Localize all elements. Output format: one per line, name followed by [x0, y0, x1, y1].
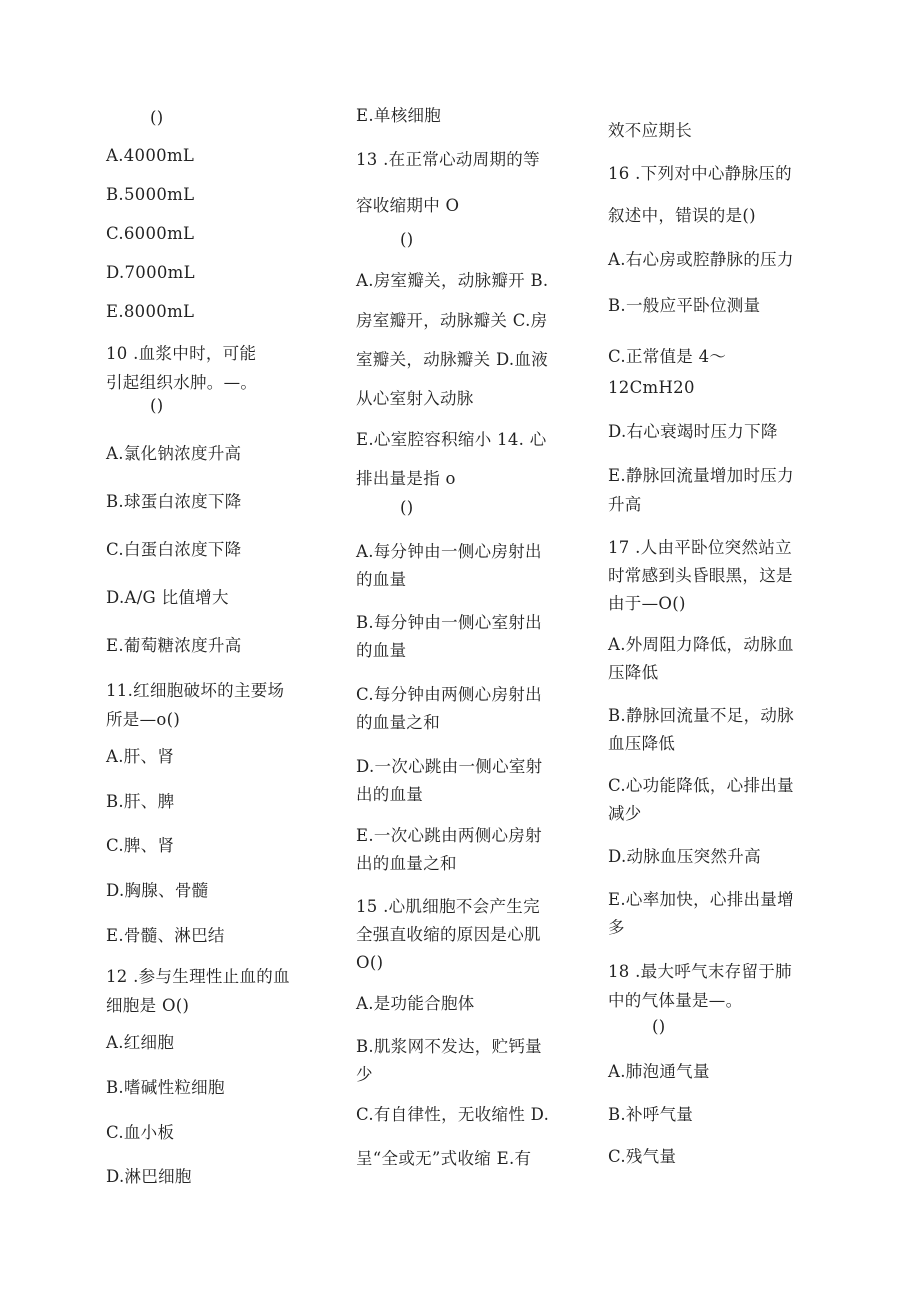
option-d: D.A/G 比值增大: [106, 588, 229, 607]
option-b-cont: 的血量: [356, 641, 407, 660]
option-e: E.8000mL: [106, 302, 195, 321]
option-a: A.肺泡通气量: [608, 1062, 710, 1081]
question-15-cont: 全强直收缩的原因是心肌: [356, 925, 541, 944]
answer-blank: (): [150, 396, 164, 415]
question-13-cont: 容收缩期中 O: [356, 196, 460, 215]
option-e: E.骨髓、淋巴结: [106, 926, 225, 945]
option-c: C.白蛋白浓度下降: [106, 540, 242, 559]
option-e: E.静脉回流量增加时压力: [608, 466, 794, 485]
option-c: C.脾、肾: [106, 836, 175, 855]
option-a: A.右心房或腔静脉的压力: [608, 250, 794, 269]
question-10-cont: 引起组织水肿。—。: [106, 373, 258, 392]
option-e-cont: 多: [608, 918, 625, 937]
option-a: A.房室瓣关，动脉瓣开 B.: [356, 271, 549, 290]
option-c: C.有自律性，无收缩性 D.: [356, 1105, 550, 1124]
option-d: D.一次心跳由一侧心室射: [356, 757, 543, 776]
option-b: B.肝、脾: [106, 792, 175, 811]
option-d: D.胸腺、骨髓: [106, 881, 209, 900]
option-a-cont: 压降低: [608, 663, 659, 682]
option-d: 呈“全或无”式收缩 E.有: [356, 1149, 532, 1168]
option-b: B.5000mL: [106, 185, 195, 204]
answer-blank: (): [400, 230, 414, 249]
option-c: C.血小板: [106, 1123, 175, 1142]
option-e-cont: 出的血量之和: [356, 854, 457, 873]
option-c-cont: 减少: [608, 804, 642, 823]
option-c: C.残气量: [608, 1147, 677, 1166]
question-14-cont: 排出量是指 o: [356, 469, 456, 488]
option-b: 房室瓣开，动脉瓣关 C.房: [356, 311, 548, 330]
option-b: B.补呼气量: [608, 1105, 694, 1124]
option-c-cont: 的血量之和: [356, 713, 440, 732]
option-c: C.心功能降低，心排出量: [608, 776, 794, 795]
question-16-cont: 叙述中，错误的是(): [608, 206, 756, 225]
question-17-blank: 由于—O(): [608, 594, 686, 613]
option-b: B.一般应平卧位测量: [608, 296, 761, 315]
option-a: A.4000mL: [106, 146, 195, 165]
option-a: A.红细胞: [106, 1033, 175, 1052]
option-b-cont: 少: [356, 1065, 373, 1084]
option-a-cont: 的血量: [356, 570, 407, 589]
option-b: B.静脉回流量不足，动脉: [608, 706, 794, 725]
answer-blank: (): [652, 1017, 666, 1036]
option-b: B.每分钟由一侧心室射出: [356, 613, 542, 632]
option-c: C.正常值是 4～: [608, 347, 727, 366]
question-11: 11.红细胞破坏的主要场: [106, 681, 285, 700]
option-d-cont: 从心室射入动脉: [356, 389, 474, 408]
question-15: 15 .心肌细胞不会产生完: [356, 897, 540, 916]
option-d-cont: 出的血量: [356, 785, 424, 804]
option-b: B.球蛋白浓度下降: [106, 492, 242, 511]
answer-blank: (): [400, 498, 414, 517]
option-c: 室瓣关，动脉瓣关 D.血液: [356, 350, 549, 369]
question-18: 18 .最大呼气末存留于肺: [608, 962, 792, 981]
option-e-cont: 升高: [608, 495, 642, 514]
option-d: D.动脉血压突然升高: [608, 847, 761, 866]
question-13: 13 .在正常心动周期的等: [356, 150, 540, 169]
option-e: E.一次心跳由两侧心房射: [356, 826, 542, 845]
option-c: C.6000mL: [106, 224, 195, 243]
question-18-cont: 中的气体量是—。: [608, 991, 743, 1010]
option-d: D.7000mL: [106, 263, 195, 282]
option-e: E.心室腔容积缩小 14. 心: [356, 430, 547, 449]
option-a: A.是功能合胞体: [356, 994, 475, 1013]
option-c-cont: 12CmH20: [608, 378, 695, 397]
question-12: 12 .参与生理性止血的血: [106, 967, 290, 986]
option-d: D.右心衰竭时压力下降: [608, 422, 778, 441]
question-16: 16 .下列对中心静脉压的: [608, 164, 792, 183]
option-a: A.肝、肾: [106, 747, 175, 766]
option-b: B.嗜碱性粒细胞: [106, 1078, 225, 1097]
question-12-cont: 细胞是 O(): [106, 996, 190, 1015]
question-17: 17 .人由平卧位突然站立: [608, 538, 792, 557]
question-15-blank: O(): [356, 953, 384, 972]
option-e-cont: 效不应期长: [608, 121, 692, 140]
option-e: E.单核细胞: [356, 106, 442, 125]
option-e: E.葡萄糖浓度升高: [106, 636, 242, 655]
answer-blank: (): [150, 108, 164, 127]
option-a: A.外周阻力降低，动脉血: [608, 635, 794, 654]
option-a: A.氯化钠浓度升高: [106, 444, 242, 463]
option-e: E.心率加快，心排出量增: [608, 890, 794, 909]
option-b: B.肌浆网不发达，贮钙量: [356, 1037, 542, 1056]
option-b-cont: 血压降低: [608, 734, 676, 753]
option-d: D.淋巴细胞: [106, 1167, 192, 1186]
option-c: C.每分钟由两侧心房射出: [356, 685, 542, 704]
question-11-cont: 所是—o(): [106, 710, 181, 729]
question-10: 10 .血浆中时，可能: [106, 344, 257, 363]
option-a: A.每分钟由一侧心房射出: [356, 542, 542, 561]
question-17-cont: 时常感到头昏眼黑，这是: [608, 566, 793, 585]
